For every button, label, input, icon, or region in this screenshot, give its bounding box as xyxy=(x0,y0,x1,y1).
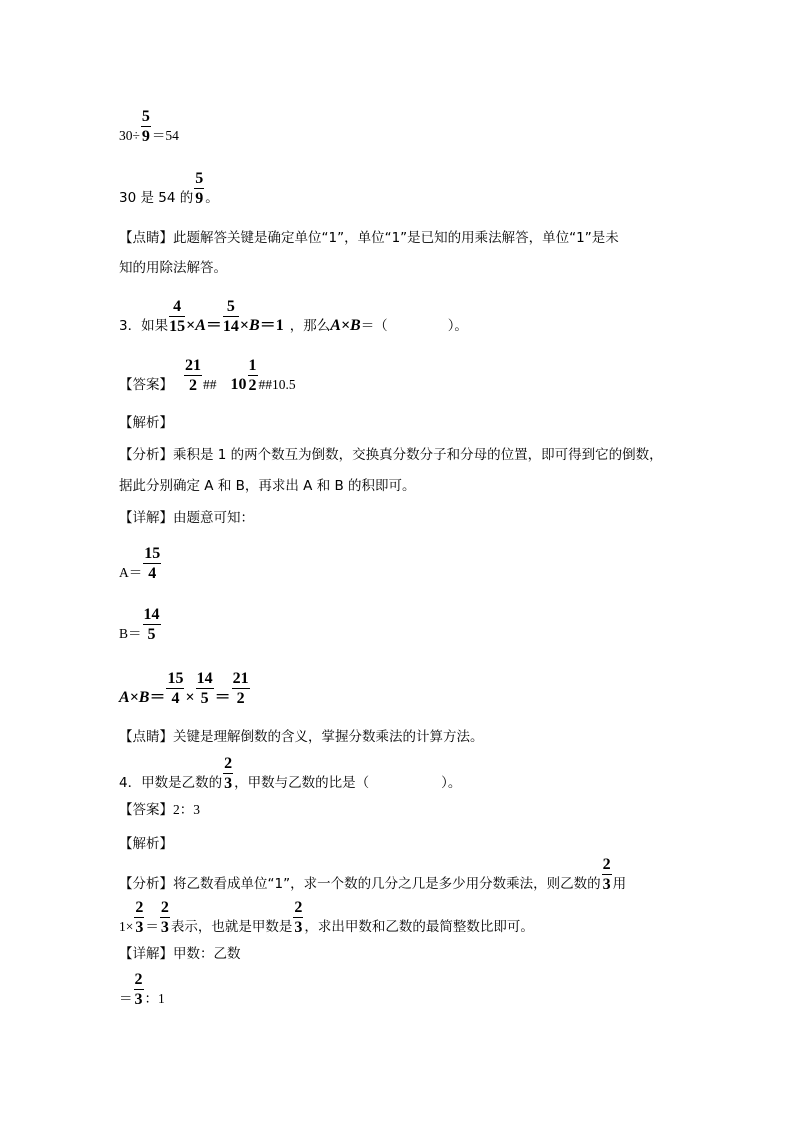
equals-one: ＝1 xyxy=(259,317,284,334)
text: 1× xyxy=(119,919,134,934)
variable-a: A xyxy=(195,317,206,334)
fenxi-text: ，求出甲数和乙数的最简整数比即可。 xyxy=(304,919,534,935)
equals-sign: ＝ xyxy=(119,991,133,1006)
mixed-whole: 10 xyxy=(230,376,247,393)
comment-tag: 【点睛】 xyxy=(119,729,173,745)
fraction: $\frac{5}{9}$ xyxy=(141,108,150,145)
fenxi-line-2 xyxy=(119,899,534,936)
xiangjie-tag: 【详解】 xyxy=(119,510,173,526)
equals-sign: ＝ xyxy=(214,689,231,706)
times-sign: × xyxy=(186,317,196,334)
expression: A×B xyxy=(330,317,361,334)
fraction: $\frac{4}{15}$ xyxy=(169,298,186,335)
analysis-heading xyxy=(119,414,173,432)
equals-sign: ＝ xyxy=(149,689,166,706)
b-label: B＝ xyxy=(119,626,142,641)
times-sign: × xyxy=(185,689,195,706)
text: 30÷ xyxy=(119,128,140,143)
fraction: $\frac{14}{5}$ xyxy=(143,606,160,643)
expression: A×B xyxy=(119,689,150,706)
b-value-line xyxy=(119,606,162,643)
analysis-tag: 【解析】 xyxy=(119,415,173,431)
text: ＝（ xyxy=(360,318,388,334)
calc-line-division xyxy=(119,108,179,145)
fraction: $\frac{2}{3}$ xyxy=(294,899,303,936)
conclusion-line xyxy=(119,170,219,207)
text: ＝54 xyxy=(151,128,179,143)
comment-line xyxy=(119,728,484,746)
a-label: A＝ xyxy=(119,565,143,580)
text: 30 是 54 的 xyxy=(119,190,194,206)
fraction: $\frac{2}{3}$ xyxy=(602,856,611,893)
analysis-tag: 【解析】 xyxy=(119,836,173,852)
comment-text: 关键是理解倒数的含义，掌握分数乘法的计算方法。 xyxy=(173,729,484,745)
fenxi-text: 据此分别确定 A 和 B，再求出 A 和 B 的积即可。 xyxy=(119,478,416,494)
fraction: $\frac{21}{2}$ xyxy=(232,670,249,707)
fenxi-line-1 xyxy=(119,856,626,893)
times-sign: × xyxy=(239,317,250,334)
xiangjie-line xyxy=(119,945,241,963)
answer-line xyxy=(119,801,200,819)
comment-line-1 xyxy=(119,229,619,247)
question-text: 4．甲数是乙数的 xyxy=(119,775,223,791)
question-3 xyxy=(119,298,468,335)
question-text: ，甲数与乙数的比是（ xyxy=(234,775,370,791)
fenxi-text: 表示，也就是甲数是 xyxy=(170,919,293,935)
fraction: $\frac{15}{4}$ xyxy=(167,670,184,707)
equals-sign: ＝ xyxy=(145,919,159,934)
a-value-line xyxy=(119,545,162,582)
separator: ##10.5 xyxy=(258,377,296,392)
equals-sign: ＝ xyxy=(205,317,222,334)
fenxi-text: 用 xyxy=(612,876,627,892)
final-line xyxy=(119,971,165,1008)
fenxi-text: 乘积是 1 的两个数互为倒数，交换真分数分子和分母的位置，即可得到它的倒数， xyxy=(173,447,663,463)
answer-tag: 【答案】 xyxy=(119,377,173,393)
comment-tag: 【点睛】 xyxy=(119,230,173,246)
xiangjie-tag: 【详解】 xyxy=(119,946,173,962)
analysis-heading xyxy=(119,835,173,853)
fenxi-tag: 【分析】 xyxy=(119,447,173,463)
fraction: $\frac{5}{9}$ xyxy=(195,170,204,207)
separator: ## xyxy=(203,377,217,392)
xiangjie-line xyxy=(119,509,254,527)
fraction: $\frac{2}{3}$ xyxy=(135,899,144,936)
fraction: $\frac{2}{3}$ xyxy=(224,755,233,792)
fraction: $\frac{14}{5}$ xyxy=(196,670,213,707)
fenxi-line-1 xyxy=(119,446,663,464)
fenxi-tag: 【分析】 xyxy=(119,876,173,892)
calc-line xyxy=(119,670,251,707)
comment-text: 此题解答关键是确定单位“1”，单位“1”是已知的用乘法解答，单位“1”是未 xyxy=(173,230,619,246)
comment-text: 知的用除法解答。 xyxy=(119,260,227,276)
question-number: 3．如果 xyxy=(119,318,169,334)
fenxi-line-2 xyxy=(119,477,416,495)
question-4 xyxy=(119,755,461,792)
fraction: $\frac{21}{2}$ xyxy=(185,357,201,394)
fenxi-text: 将乙数看成单位“1”，求一个数的几分之几是多少用分数乘法，则乙数的 xyxy=(173,876,601,892)
fraction: $\frac{2}{3}$ xyxy=(134,971,143,1008)
fraction: $\frac{15}{4}$ xyxy=(144,545,161,582)
comment-line-2 xyxy=(119,259,227,277)
text: 。 xyxy=(205,190,219,206)
fraction: $\frac{5}{14}$ xyxy=(222,298,239,335)
answer-line xyxy=(119,357,296,394)
text: ）。 xyxy=(447,318,468,334)
xiangjie-text: 甲数：乙数 xyxy=(173,946,241,962)
fraction: $\frac{1}{2}$ xyxy=(248,357,257,394)
answer-text: 2：3 xyxy=(173,802,200,817)
fraction: $\frac{2}{3}$ xyxy=(160,899,169,936)
answer-tag: 【答案】 xyxy=(119,802,173,818)
xiangjie-text: 由题意可知： xyxy=(173,510,254,526)
variable-b: B xyxy=(249,317,260,334)
text: ，那么 xyxy=(289,318,331,334)
ratio-text: ：1 xyxy=(144,991,165,1006)
question-text: ）。 xyxy=(441,775,462,791)
